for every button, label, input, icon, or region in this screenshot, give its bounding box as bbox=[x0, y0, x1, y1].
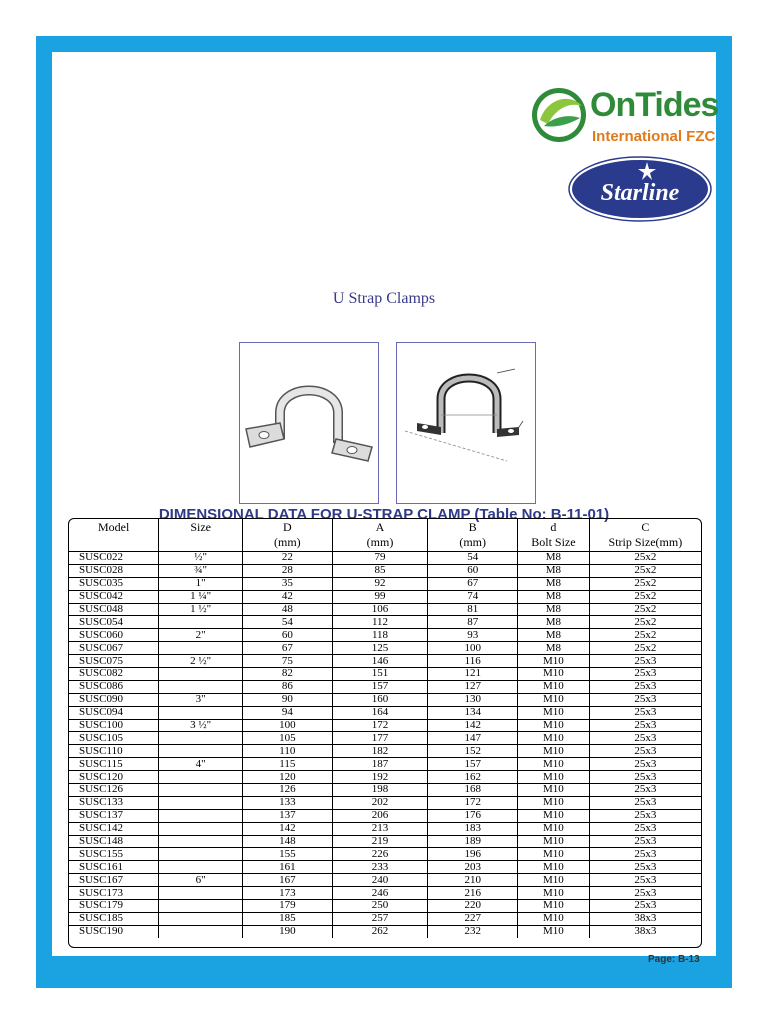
table-cell: M10 bbox=[518, 668, 590, 681]
table-row bbox=[69, 642, 701, 655]
dimension-table bbox=[68, 518, 702, 948]
clamp-drawing bbox=[396, 342, 536, 504]
table-cell: 54 bbox=[428, 552, 518, 565]
table-cell: M8 bbox=[518, 616, 590, 629]
table-cell bbox=[159, 668, 243, 681]
table-cell: 232 bbox=[428, 925, 518, 937]
table-cell: 262 bbox=[332, 925, 428, 937]
table-cell: M10 bbox=[518, 784, 590, 797]
table-cell: 25x2 bbox=[589, 629, 701, 642]
table-cell: SUSC100 bbox=[69, 719, 159, 732]
column-header bbox=[243, 519, 333, 552]
table-cell: 48 bbox=[243, 603, 333, 616]
table-cell: M10 bbox=[518, 874, 590, 887]
table-header-row bbox=[69, 519, 701, 552]
column-header-unit: (mm) bbox=[366, 535, 394, 549]
table-cell: 203 bbox=[428, 861, 518, 874]
column-header-unit bbox=[69, 535, 158, 550]
table-cell bbox=[159, 900, 243, 913]
table-cell: SUSC048 bbox=[69, 603, 159, 616]
table-cell: 190 bbox=[243, 925, 333, 937]
table-cell: SUSC120 bbox=[69, 771, 159, 784]
table-cell: 25x3 bbox=[589, 887, 701, 900]
table-cell: 151 bbox=[332, 668, 428, 681]
table-cell: 137 bbox=[243, 809, 333, 822]
table-cell: 3 ½" bbox=[159, 719, 243, 732]
table-cell: 148 bbox=[243, 835, 333, 848]
table-cell: ½" bbox=[159, 552, 243, 565]
table-row bbox=[69, 719, 701, 732]
table-cell bbox=[159, 925, 243, 937]
table-cell: 167 bbox=[243, 874, 333, 887]
column-header-label: d bbox=[550, 520, 557, 534]
table-cell: SUSC094 bbox=[69, 706, 159, 719]
table-cell: 2 ½" bbox=[159, 655, 243, 668]
table-cell: SUSC054 bbox=[69, 616, 159, 629]
table-cell: 25x2 bbox=[589, 590, 701, 603]
table-cell: 67 bbox=[243, 642, 333, 655]
table-cell: 219 bbox=[332, 835, 428, 848]
table-cell: 25x3 bbox=[589, 809, 701, 822]
table-cell: 226 bbox=[332, 848, 428, 861]
column-header bbox=[332, 519, 428, 552]
table-cell: M10 bbox=[518, 822, 590, 835]
table-cell: 161 bbox=[243, 861, 333, 874]
table-cell: SUSC105 bbox=[69, 732, 159, 745]
table-cell: 142 bbox=[428, 719, 518, 732]
table-cell: 25x3 bbox=[589, 693, 701, 706]
column-header-label: C bbox=[641, 520, 650, 534]
table-row bbox=[69, 616, 701, 629]
table-cell bbox=[159, 796, 243, 809]
table-row bbox=[69, 745, 701, 758]
ontides-logo bbox=[530, 82, 720, 152]
table-row bbox=[69, 887, 701, 900]
table-cell: 206 bbox=[332, 809, 428, 822]
table-cell: M8 bbox=[518, 629, 590, 642]
table-cell: 173 bbox=[243, 887, 333, 900]
table-row bbox=[69, 758, 701, 771]
table-cell: 172 bbox=[428, 796, 518, 809]
clamp-photo bbox=[239, 342, 379, 504]
column-header-label: Model bbox=[97, 520, 130, 534]
table-cell: 146 bbox=[332, 655, 428, 668]
table-cell: 125 bbox=[332, 642, 428, 655]
product-title: U Strap Clamps bbox=[332, 290, 436, 307]
table-cell: SUSC179 bbox=[69, 900, 159, 913]
table-cell: 198 bbox=[332, 784, 428, 797]
table-cell bbox=[159, 784, 243, 797]
table-cell: 25x3 bbox=[589, 745, 701, 758]
ontides-globe-icon bbox=[530, 86, 588, 144]
table-cell: 164 bbox=[332, 706, 428, 719]
table-row bbox=[69, 848, 701, 861]
table-cell: 1 ¼" bbox=[159, 590, 243, 603]
table-cell: 162 bbox=[428, 771, 518, 784]
table-cell: 133 bbox=[243, 796, 333, 809]
table-row bbox=[69, 900, 701, 913]
table-cell: 105 bbox=[243, 732, 333, 745]
table-cell bbox=[159, 706, 243, 719]
table-cell: 22 bbox=[243, 552, 333, 565]
table-cell: 60 bbox=[428, 564, 518, 577]
table-cell: 157 bbox=[332, 680, 428, 693]
table-cell bbox=[159, 822, 243, 835]
table-cell: 25x2 bbox=[589, 603, 701, 616]
table-cell: 87 bbox=[428, 616, 518, 629]
table-cell: 79 bbox=[332, 552, 428, 565]
table-cell: M10 bbox=[518, 912, 590, 925]
table-cell: 99 bbox=[332, 590, 428, 603]
table-cell: 127 bbox=[428, 680, 518, 693]
starline-logo bbox=[568, 156, 712, 222]
table-cell: M10 bbox=[518, 745, 590, 758]
table-cell: M10 bbox=[518, 655, 590, 668]
table-cell: 216 bbox=[428, 887, 518, 900]
table-cell: M10 bbox=[518, 771, 590, 784]
table-row bbox=[69, 629, 701, 642]
table-cell: M8 bbox=[518, 552, 590, 565]
table-cell: 120 bbox=[243, 771, 333, 784]
table-cell: 172 bbox=[332, 719, 428, 732]
table-cell bbox=[159, 616, 243, 629]
table-cell: M10 bbox=[518, 925, 590, 937]
table-cell: 189 bbox=[428, 835, 518, 848]
table-cell: SUSC190 bbox=[69, 925, 159, 937]
table-row bbox=[69, 668, 701, 681]
column-header-unit: (mm) bbox=[459, 535, 487, 549]
table-cell: 25x2 bbox=[589, 577, 701, 590]
column-header-unit bbox=[159, 535, 242, 550]
table-cell: 75 bbox=[243, 655, 333, 668]
table-cell: 115 bbox=[243, 758, 333, 771]
table-cell bbox=[159, 771, 243, 784]
column-header-unit: (mm) bbox=[274, 535, 301, 549]
column-header bbox=[159, 519, 243, 552]
table-cell: 54 bbox=[243, 616, 333, 629]
table-cell: 4" bbox=[159, 758, 243, 771]
column-header bbox=[518, 519, 590, 552]
table-cell bbox=[159, 848, 243, 861]
table-cell: 81 bbox=[428, 603, 518, 616]
table-row bbox=[69, 796, 701, 809]
table-cell: M8 bbox=[518, 564, 590, 577]
column-header-unit: Strip Size(mm) bbox=[608, 535, 683, 549]
table-cell: M10 bbox=[518, 719, 590, 732]
table-cell: 202 bbox=[332, 796, 428, 809]
table-cell: M8 bbox=[518, 603, 590, 616]
table-cell: 116 bbox=[428, 655, 518, 668]
table-cell: 94 bbox=[243, 706, 333, 719]
table-cell: SUSC060 bbox=[69, 629, 159, 642]
u-strap-dimension-drawing-icon bbox=[397, 343, 535, 503]
table-cell: M10 bbox=[518, 732, 590, 745]
table-cell: SUSC142 bbox=[69, 822, 159, 835]
table-cell: 25x3 bbox=[589, 771, 701, 784]
table-cell: SUSC133 bbox=[69, 796, 159, 809]
table-cell: 25x3 bbox=[589, 822, 701, 835]
table-cell: 25x3 bbox=[589, 680, 701, 693]
table-row bbox=[69, 784, 701, 797]
table-cell: M10 bbox=[518, 887, 590, 900]
table-row bbox=[69, 822, 701, 835]
table-row bbox=[69, 835, 701, 848]
table-row bbox=[69, 925, 701, 937]
table-cell: M8 bbox=[518, 642, 590, 655]
table-cell: 179 bbox=[243, 900, 333, 913]
table-row bbox=[69, 732, 701, 745]
table-cell: 182 bbox=[332, 745, 428, 758]
table-cell: SUSC075 bbox=[69, 655, 159, 668]
table-cell: 213 bbox=[332, 822, 428, 835]
table-cell: SUSC173 bbox=[69, 887, 159, 900]
table-cell: 110 bbox=[243, 745, 333, 758]
table-cell: M10 bbox=[518, 680, 590, 693]
table-cell: 25x3 bbox=[589, 848, 701, 861]
table-cell: M10 bbox=[518, 706, 590, 719]
table-cell: 38x3 bbox=[589, 912, 701, 925]
table-cell bbox=[159, 809, 243, 822]
column-header bbox=[589, 519, 701, 552]
table-cell: 257 bbox=[332, 912, 428, 925]
table-cell: 38x3 bbox=[634, 925, 657, 938]
table-row bbox=[69, 603, 701, 616]
table-cell: SUSC148 bbox=[69, 835, 159, 848]
table-cell: 160 bbox=[332, 693, 428, 706]
table-row bbox=[69, 655, 701, 668]
table-cell: 142 bbox=[243, 822, 333, 835]
column-header-label: Size bbox=[190, 520, 211, 534]
table-cell: 187 bbox=[332, 758, 428, 771]
table-cell: SUSC028 bbox=[69, 564, 159, 577]
column-header bbox=[428, 519, 518, 552]
ontides-name: OnTides bbox=[590, 86, 719, 124]
table-cell: 25x3 bbox=[589, 784, 701, 797]
table-cell: 112 bbox=[332, 616, 428, 629]
table-cell: 106 bbox=[332, 603, 428, 616]
table-title: DIMENSIONAL DATA FOR U-STRAP CLAMP (Table No: B-11-01) bbox=[158, 506, 610, 523]
table-cell: SUSC110 bbox=[69, 745, 159, 758]
table-row bbox=[69, 577, 701, 590]
table-cell: 25x2 bbox=[589, 564, 701, 577]
table-cell: M10 bbox=[518, 848, 590, 861]
page-sheet bbox=[52, 52, 719, 965]
table-cell: 227 bbox=[428, 912, 518, 925]
table-row bbox=[69, 861, 701, 874]
table-cell: M10 bbox=[518, 809, 590, 822]
table-cell: 134 bbox=[428, 706, 518, 719]
table-cell: 25x3 bbox=[589, 732, 701, 745]
table-cell: 35 bbox=[243, 577, 333, 590]
table-cell: 183 bbox=[428, 822, 518, 835]
table-cell: ¾" bbox=[159, 564, 243, 577]
table-cell: 92 bbox=[332, 577, 428, 590]
table-cell: 246 bbox=[332, 887, 428, 900]
u-strap-clamp-icon bbox=[240, 343, 378, 503]
table-cell: 25x2 bbox=[589, 552, 701, 565]
page-border bbox=[36, 36, 732, 988]
table-cell: 85 bbox=[332, 564, 428, 577]
table-cell: SUSC167 bbox=[69, 874, 159, 887]
table-cell: SUSC067 bbox=[69, 642, 159, 655]
table-cell: 168 bbox=[428, 784, 518, 797]
table-cell: 90 bbox=[243, 693, 333, 706]
table-cell bbox=[159, 835, 243, 848]
table-cell bbox=[159, 912, 243, 925]
table-row bbox=[69, 912, 701, 925]
table-cell: M8 bbox=[518, 590, 590, 603]
table-cell bbox=[159, 642, 243, 655]
column-header-label: B bbox=[468, 520, 477, 534]
table-cell: 25x3 bbox=[589, 835, 701, 848]
table-cell: 100 bbox=[243, 719, 333, 732]
table-row bbox=[69, 552, 701, 565]
column-header-label: A bbox=[375, 520, 385, 534]
table-cell: 233 bbox=[332, 861, 428, 874]
table-cell: 155 bbox=[243, 848, 333, 861]
table-cell: 6" bbox=[159, 874, 243, 887]
table-row bbox=[69, 706, 701, 719]
table-cell: 25x2 bbox=[589, 616, 701, 629]
column-header-unit: Bolt Size bbox=[531, 535, 576, 549]
table-cell: 25x3 bbox=[589, 900, 701, 913]
table-row bbox=[69, 680, 701, 693]
table-cell: 1 ½" bbox=[159, 603, 243, 616]
table-cell: 147 bbox=[428, 732, 518, 745]
table-cell: 240 bbox=[332, 874, 428, 887]
table-row bbox=[69, 874, 701, 887]
table-cell: M10 bbox=[518, 758, 590, 771]
table-cell: SUSC126 bbox=[69, 784, 159, 797]
table-cell: 2" bbox=[159, 629, 243, 642]
table-cell: 25x3 bbox=[589, 874, 701, 887]
table-cell: M10 bbox=[518, 796, 590, 809]
table-cell: 93 bbox=[428, 629, 518, 642]
table-cell: M8 bbox=[518, 577, 590, 590]
table-cell: SUSC161 bbox=[69, 861, 159, 874]
table-cell bbox=[159, 861, 243, 874]
table-cell: 118 bbox=[332, 629, 428, 642]
table-body bbox=[69, 552, 701, 938]
table-cell: SUSC115 bbox=[69, 758, 159, 771]
table-cell: SUSC137 bbox=[69, 809, 159, 822]
table-cell: 60 bbox=[243, 629, 333, 642]
table-cell: 121 bbox=[428, 668, 518, 681]
table-cell: 177 bbox=[332, 732, 428, 745]
table-cell: 196 bbox=[428, 848, 518, 861]
table-cell bbox=[159, 732, 243, 745]
starline-wordmark: Starline bbox=[600, 180, 680, 206]
table-row bbox=[69, 771, 701, 784]
page-number: Page: B-13 bbox=[648, 954, 700, 965]
table-cell: 100 bbox=[428, 642, 518, 655]
table-cell: 74 bbox=[428, 590, 518, 603]
table-cell: 220 bbox=[428, 900, 518, 913]
table-row bbox=[69, 590, 701, 603]
table-cell: 126 bbox=[243, 784, 333, 797]
table-cell: SUSC082 bbox=[69, 668, 159, 681]
table-cell: M10 bbox=[518, 861, 590, 874]
table-cell: SUSC042 bbox=[69, 590, 159, 603]
column-header bbox=[69, 519, 159, 552]
table-cell: 25x3 bbox=[589, 706, 701, 719]
ontides-subtitle: International FZC bbox=[592, 128, 716, 145]
table-row bbox=[69, 809, 701, 822]
table-cell: 157 bbox=[428, 758, 518, 771]
table-cell: SUSC155 bbox=[69, 848, 159, 861]
table-cell: 250 bbox=[332, 900, 428, 913]
table-cell: 176 bbox=[428, 809, 518, 822]
column-header-label: D bbox=[283, 520, 292, 534]
table-cell: 86 bbox=[243, 680, 333, 693]
table-row bbox=[69, 564, 701, 577]
table-cell: 1" bbox=[159, 577, 243, 590]
table-cell: 25x3 bbox=[589, 668, 701, 681]
table-cell: 25x3 bbox=[589, 719, 701, 732]
table-cell: 42 bbox=[243, 590, 333, 603]
table-cell: 67 bbox=[428, 577, 518, 590]
table-cell: 210 bbox=[428, 874, 518, 887]
table-cell: M10 bbox=[518, 693, 590, 706]
table-cell: 25x3 bbox=[589, 796, 701, 809]
table-cell: 3" bbox=[159, 693, 243, 706]
table-cell: M10 bbox=[518, 835, 590, 848]
table-cell: SUSC022 bbox=[69, 552, 159, 565]
table-cell: 25x3 bbox=[589, 861, 701, 874]
table-cell: SUSC086 bbox=[69, 680, 159, 693]
table-cell: M10 bbox=[518, 900, 590, 913]
table-cell: SUSC090 bbox=[69, 693, 159, 706]
table-cell: 25x3 bbox=[589, 655, 701, 668]
table-cell: 28 bbox=[243, 564, 333, 577]
table-cell bbox=[159, 887, 243, 900]
table-cell bbox=[159, 745, 243, 758]
table-cell: 152 bbox=[428, 745, 518, 758]
table-cell bbox=[159, 680, 243, 693]
table-cell: 185 bbox=[243, 912, 333, 925]
table-cell: 192 bbox=[332, 771, 428, 784]
table-cell: 130 bbox=[428, 693, 518, 706]
table-row bbox=[69, 693, 701, 706]
table-cell: SUSC035 bbox=[69, 577, 159, 590]
table-cell: SUSC185 bbox=[69, 912, 159, 925]
table-cell: 25x2 bbox=[589, 642, 701, 655]
table-cell: 82 bbox=[243, 668, 333, 681]
table-cell: 25x3 bbox=[589, 758, 701, 771]
